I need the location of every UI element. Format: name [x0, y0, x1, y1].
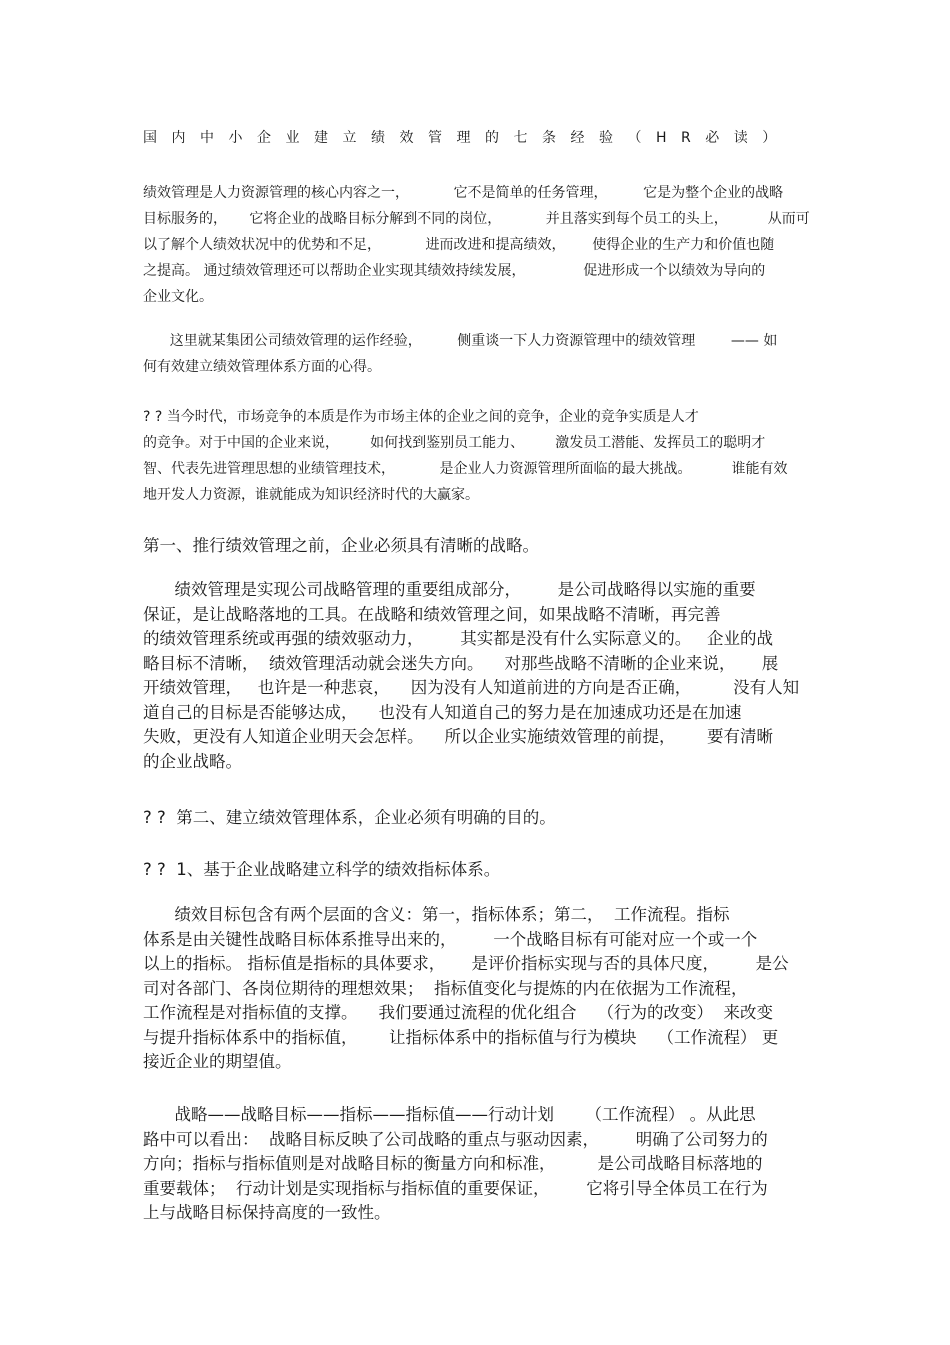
text-line: 以上的指标。 指标值是指标的具体要求， 是评价指标实现与否的具体尺度， 是公	[143, 954, 789, 973]
text-line: 的竞争。对于中国的企业来说， 如何找到鉴别员工能力、 激发员工潜能、发挥员工的聪明才	[143, 435, 766, 451]
section-2-chain	[143, 1103, 768, 1226]
text-line: 接近企业的期望值。	[143, 1052, 292, 1071]
text-line: 这里就某集团公司绩效管理的运作经验， 侧重谈一下人力资源管理中的绩效管理 —— 如	[143, 333, 778, 349]
text-line: 与提升指标体系中的指标值， 让指标体系中的指标值与行为模块 （工作流程） 更	[143, 1027, 779, 1047]
text-line: 之提高。 通过绩效管理还可以帮助企业实现其绩效持续发展， 促进形成一个以绩效为导向的	[143, 263, 766, 279]
text-line: ? ? 当今时代，市场竞争的本质是作为市场主体的企业之间的竞争，企业的竞争实质是人才	[143, 409, 699, 425]
text-line: 地开发人力资源，谁就能成为知识经济时代的大赢家。	[143, 487, 479, 503]
text-line: 上与战略目标保持高度的一致性。	[143, 1203, 391, 1222]
section-2-body	[143, 903, 789, 1075]
text-line: 道自己的目标是否能够达成， 也没有人知道自己的努力是在加速成功还是在加速	[143, 702, 742, 722]
text-line: 绩效管理是人力资源管理的核心内容之一， 它不是简单的任务管理， 它是为整个企业的战略	[143, 185, 784, 201]
text-line: 以了解个人绩效状况中的优势和不足， 进而改进和提高绩效， 使得企业的生产力和价值也随	[143, 237, 775, 253]
text-line: 司对各部门、各岗位期待的理想效果； 指标值变化与提炼的内在依据为工作流程，	[143, 978, 748, 998]
text-line: 的绩效管理系统或再强的绩效驱动力， 其实都是没有什么实际意义的。 企业的战	[143, 629, 773, 648]
text-line: 体系是由关键性战略目标体系推导出来的， 一个战略目标有可能对应一个或一个	[143, 929, 758, 949]
text-line: 智、代表先进管理思想的业绩管理技术， 是企业人力资源管理所面临的最大挑战。 谁能有效	[143, 461, 788, 477]
intro-paragraph-3	[143, 404, 788, 508]
text-line: 保证，是让战略落地的工具。在战略和绩效管理之间，如果战略不清晰，再完善	[143, 604, 721, 624]
text-line: 路中可以看出： 战略目标反映了公司战略的重点与驱动因素， 明确了公司努力的	[143, 1129, 768, 1149]
text-line: 绩效目标包含有两个层面的含义：第一，指标体系；第二， 工作流程。指标	[143, 905, 730, 924]
text-line: 战略——战略目标——指标——指标值——行动计划 （工作流程） 。从此思	[143, 1105, 756, 1124]
text-line: 目标服务的， 它将企业的战略目标分解到不同的岗位， 并且落实到每个员工的头上， 从而可	[143, 211, 810, 227]
text-line: 的企业战略。	[143, 751, 242, 771]
intro-paragraph-2	[143, 328, 777, 380]
text-line: 方向；指标与指标值则是对战略目标的衡量方向和标准， 是公司战略目标落地的	[143, 1154, 763, 1173]
intro-paragraph-1	[143, 180, 810, 310]
section-2-heading: ? ? 第二、建立绩效管理体系，企业必须有明确的目的。	[143, 808, 556, 827]
section-1-body	[143, 578, 799, 774]
text-line: 失败，更没有人知道企业明天会怎样。 所以企业实施绩效管理的前提， 要有清晰	[143, 727, 773, 746]
section-2-sub-heading: ? ? 1、基于企业战略建立科学的绩效指标体系。	[143, 860, 501, 879]
text-line: 绩效管理是实现公司战略管理的重要组成部分， 是公司战略得以实施的重要	[143, 580, 756, 599]
text-line: 重要载体； 行动计划是实现指标与指标值的重要保证， 它将引导全体员工在行为	[143, 1178, 768, 1198]
text-line: 略目标不清晰， 绩效管理活动就会迷失方向。 对那些战略不清晰的企业来说， 展	[143, 653, 779, 673]
text-line: 何有效建立绩效管理体系方面的心得。	[143, 359, 381, 375]
section-1-heading: 第一、推行绩效管理之前，企业必须具有清晰的战略。	[143, 536, 539, 555]
text-line: 开绩效管理， 也许是一种悲哀， 因为没有人知道前进的方向是否正确， 没有人知	[143, 678, 800, 697]
document-title: 国内中小企业建立绩效管理的七条经验（HR必读）	[143, 130, 791, 146]
text-line: 工作流程是对指标值的支撑。 我们要通过流程的优化组合 （行为的改变） 来改变	[143, 1003, 773, 1022]
text-line: 企业文化。	[143, 289, 213, 305]
